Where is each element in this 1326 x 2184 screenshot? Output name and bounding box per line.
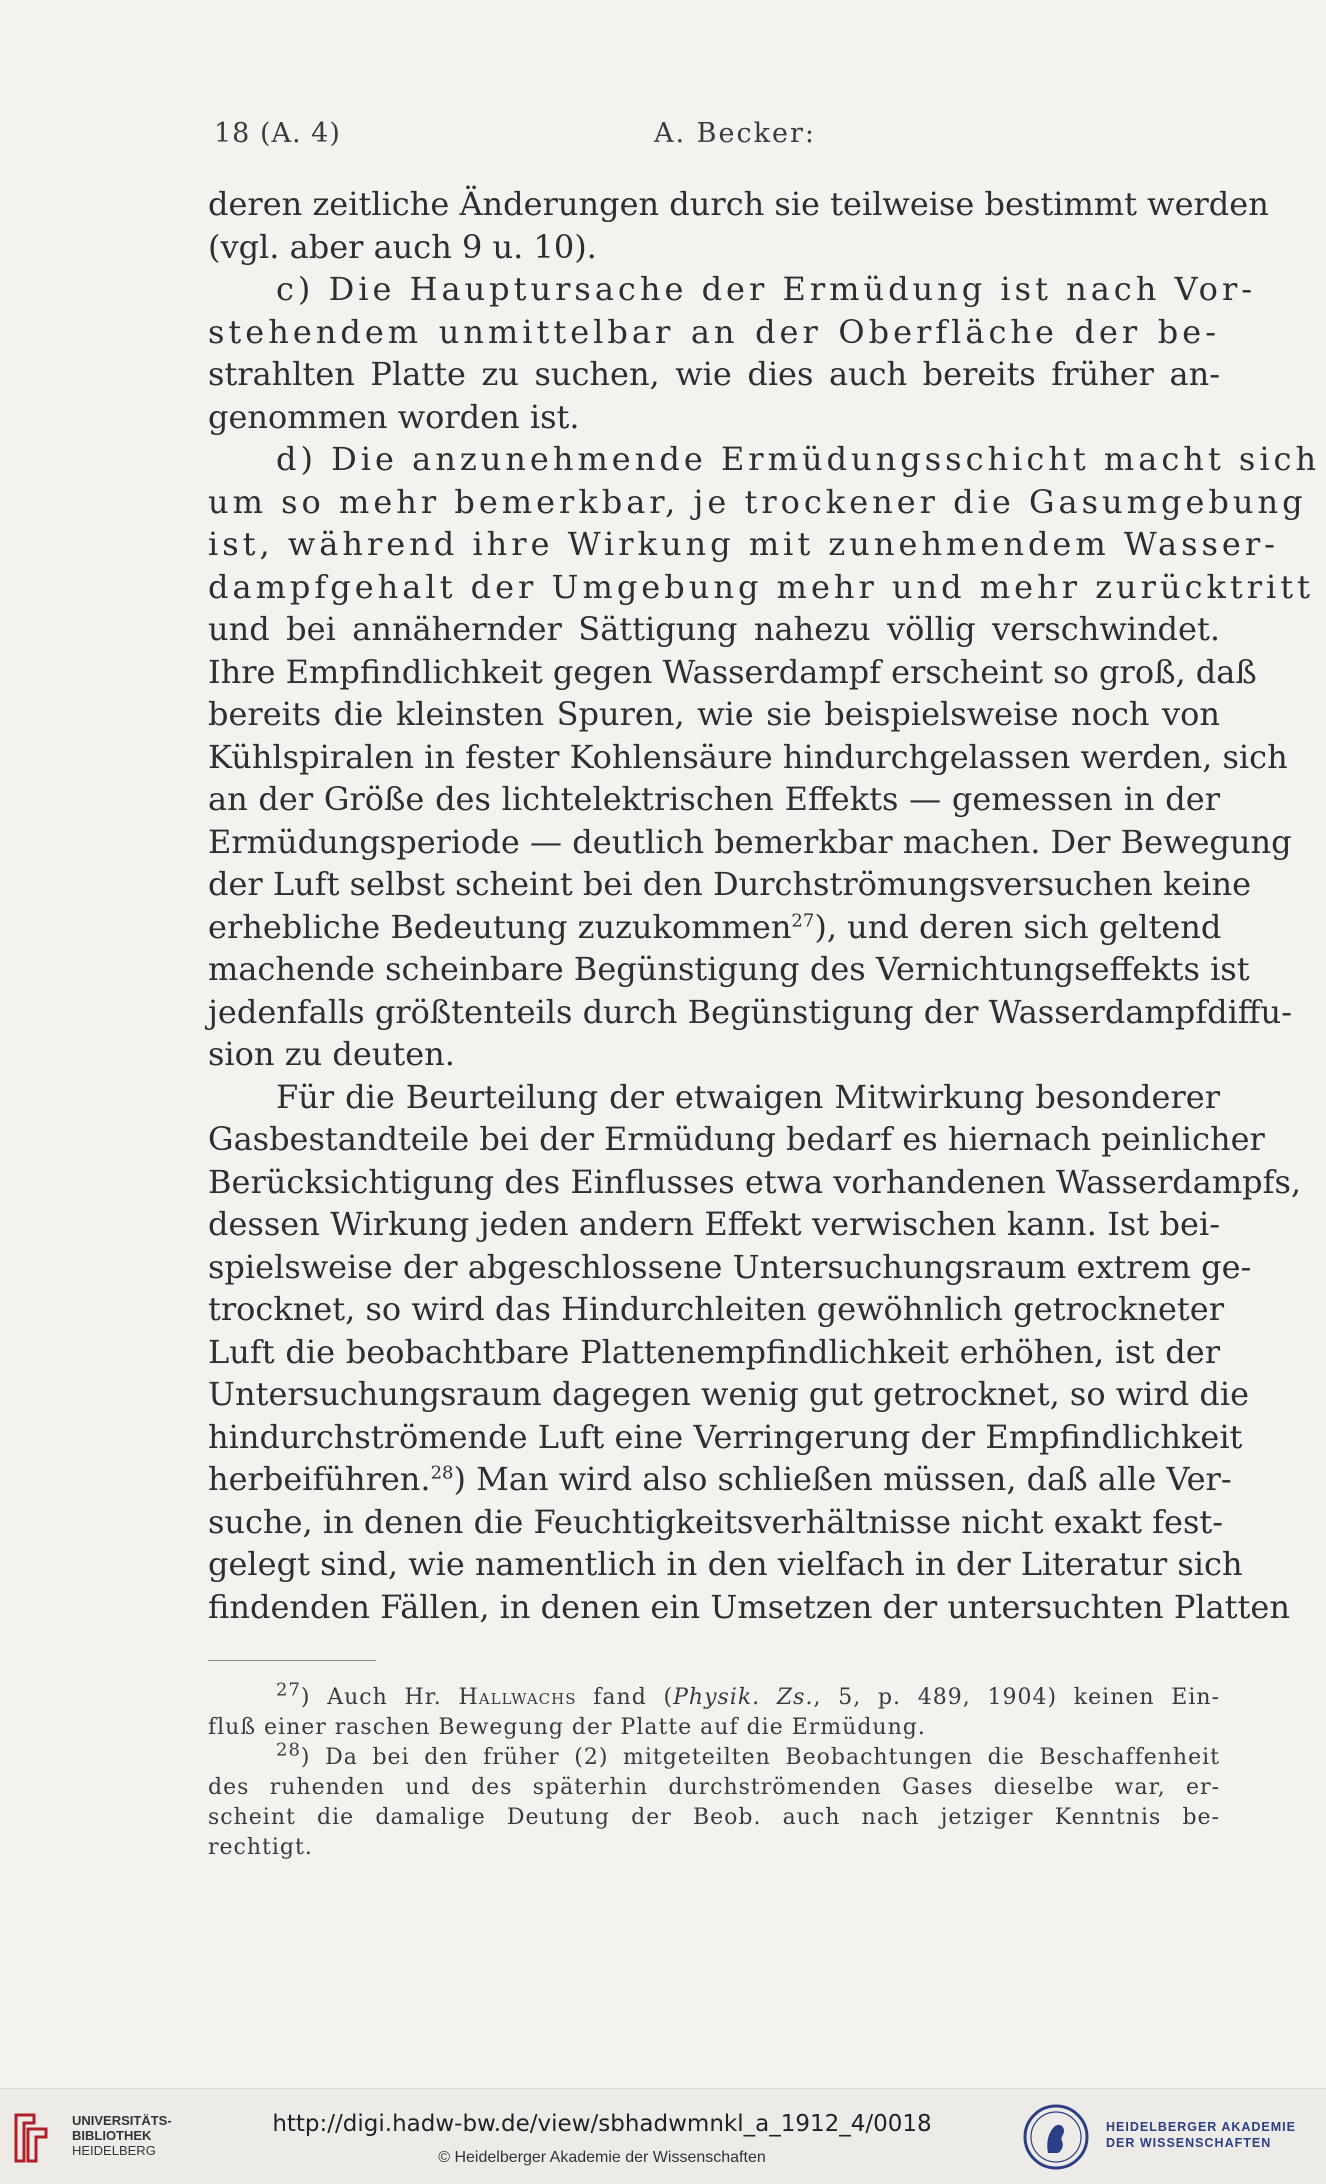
footnote-28-line: rechtigt. xyxy=(208,1835,313,1860)
footnote-text: , 5, p. 489, 1904) keinen Ein- xyxy=(813,1685,1220,1710)
author-name: Hallwachs xyxy=(458,1685,577,1710)
footnote-28-line: scheint die damalige Deutung der Beob. auch nach jetziger Kenntnis be- xyxy=(208,1805,1220,1830)
text-line: gelegt sind, wie namentlich in den vielfach in der Literatur sich xyxy=(208,1545,1243,1583)
text-line: dampfgehalt der Umgebung mehr und mehr zurücktritt xyxy=(208,567,1314,606)
footnote-divider xyxy=(208,1660,376,1661)
footnotes xyxy=(208,1679,1220,1863)
permalink-url[interactable]: http://digi.hadw-bw.de/view/sbhadwmnkl_a_1912_4/0018 xyxy=(272,2111,932,2137)
library-name-line: HEIDELBERG xyxy=(72,2143,156,2158)
text-line-with-footnote-ref xyxy=(208,906,1220,949)
footnote-28-line: des ruhenden und des späterhin durchströmenden Gases dieselbe war, er- xyxy=(208,1775,1220,1800)
footnote-ref-27[interactable]: 27 xyxy=(791,909,815,931)
text-line: bereits die kleinsten Spuren, wie sie beispielsweise noch von xyxy=(208,695,1220,733)
page-number: 18 (A. 4) xyxy=(214,118,341,149)
text-line: stehendem unmittelbar an der Oberfläche der be- xyxy=(208,312,1220,351)
running-head: A. Becker: xyxy=(654,118,816,149)
footnote-ref-28[interactable]: 28 xyxy=(430,1462,454,1484)
text-line: suche, in denen die Feuchtigkeitsverhältnisse nicht exakt fest- xyxy=(208,1502,1224,1541)
text-line: Berücksichtigung des Einflusses etwa vorhandenen Wasserdampfs, xyxy=(208,1162,1302,1201)
text-line: (vgl. aber auch 9 u. 10). xyxy=(208,227,597,266)
text-line: Luft die beobachtbare Plattenempfindlichkeit erhöhen, ist der xyxy=(208,1332,1220,1371)
library-name-line: BIBLIOTHEK xyxy=(72,2128,152,2143)
academy-name-line: DER WISSENSCHAFTEN xyxy=(1106,2136,1272,2150)
academy-name-line: HEIDELBERGER AKADEMIE xyxy=(1106,2120,1296,2134)
university-library-logo-icon[interactable] xyxy=(12,2109,52,2167)
text-line: an der Größe des lichtelektrischen Effekts — gemessen in der xyxy=(208,780,1220,818)
footnote-28-line xyxy=(208,1739,1220,1773)
text-line: d) Die anzunehmende Ermüdungsschicht macht sich xyxy=(276,440,1321,478)
text-line: Kühlspiralen in fester Kohlensäure hindurchgelassen werden, sich xyxy=(208,737,1288,776)
footnote-text: ) Auch Hr. xyxy=(300,1685,459,1710)
text-line: Für die Beurteilung der etwaigen Mitwirkung besonderer xyxy=(276,1077,1220,1116)
footnote-27-line: fluß einer raschen Bewegung der Platte auf die Ermüdung. xyxy=(208,1715,926,1740)
library-name-line: UNIVERSITÄTS- xyxy=(72,2113,172,2128)
text-line: dessen Wirkung jeden andern Effekt verwischen kann. Ist bei- xyxy=(208,1205,1220,1243)
text-line: genommen worden ist. xyxy=(208,397,580,436)
text-segment: ), und deren sich geltend xyxy=(814,907,1222,946)
text-line: hindurchströmende Luft eine Verringerung der Empfindlichkeit xyxy=(208,1417,1243,1456)
text-line: Ermüdungsperiode — deutlich bemerkbar machen. Der Bewegung xyxy=(208,822,1292,861)
text-line: trocknet, so wird das Hindurchleiten gewöhnlich getrockneter xyxy=(208,1290,1224,1328)
page-header xyxy=(214,118,1224,158)
text-line-with-footnote-ref xyxy=(208,1458,1232,1501)
text-line: jedenfalls größtenteils durch Begünstigung der Wasserdampfdiffu- xyxy=(208,992,1292,1031)
footnote-number: 28 xyxy=(276,1739,301,1761)
text-line: machende scheinbare Begünstigung des Vernichtungseffekts ist xyxy=(208,950,1250,988)
text-line: um so mehr bemerkbar, je trockener die Gasumgebung xyxy=(208,482,1307,521)
text-segment: herbeiführen. xyxy=(208,1460,431,1498)
footnote-text: fand ( xyxy=(576,1685,674,1710)
text-line: Ihre Empfindlichkeit gegen Wasserdampf erscheint so groß, daß xyxy=(208,652,1257,691)
text-segment: erhebliche Bedeutung zuzukommen xyxy=(208,907,792,946)
text-line: deren zeitliche Änderungen durch sie teilweise bestimmt werden xyxy=(208,185,1269,223)
text-line: Gasbestandteile bei der Ermüdung bedarf es hiernach peinlicher xyxy=(208,1120,1265,1158)
university-library-name[interactable] xyxy=(72,2113,172,2158)
footnote-text: ) Da bei den früher (2) mitgeteilten Beobachtungen die Beschaffenheit xyxy=(300,1745,1220,1770)
text-line: spielsweise der abgeschlossene Untersuchungsraum extrem ge- xyxy=(208,1247,1252,1286)
text-segment: ) Man wird also schließen müssen, daß alle Ver- xyxy=(453,1460,1232,1498)
text-line: der Luft selbst scheint bei den Durchströmungsversuchen keine xyxy=(208,865,1252,903)
academy-name[interactable] xyxy=(1106,2119,1296,2151)
text-line: findenden Fällen, in denen ein Umsetzen der untersuchten Platten xyxy=(208,1587,1290,1626)
academy-seal-icon[interactable] xyxy=(1022,2103,1090,2171)
copyright-notice: © Heidelberger Akademie der Wissenschaften xyxy=(438,2149,766,2166)
text-line: ist, während ihre Wirkung mit zunehmendem Wasser- xyxy=(208,525,1279,563)
footnote-27-line xyxy=(208,1679,1220,1713)
main-text xyxy=(208,183,1321,1628)
footnote-number: 27 xyxy=(276,1679,301,1701)
viewer-footer xyxy=(0,2088,1326,2184)
text-line: und bei annähernder Sättigung nahezu völlig verschwindet. xyxy=(208,610,1220,648)
text-line: c) Die Hauptursache der Ermüdung ist nach Vor- xyxy=(276,270,1257,308)
text-line: sion zu deuten. xyxy=(208,1035,455,1073)
text-line: strahlten Platte zu suchen, wie dies auch bereits früher an- xyxy=(208,355,1220,393)
journal-title: Physik. Zs. xyxy=(673,1685,814,1710)
text-line: Untersuchungsraum dagegen wenig gut getrocknet, so wird die xyxy=(208,1375,1249,1413)
